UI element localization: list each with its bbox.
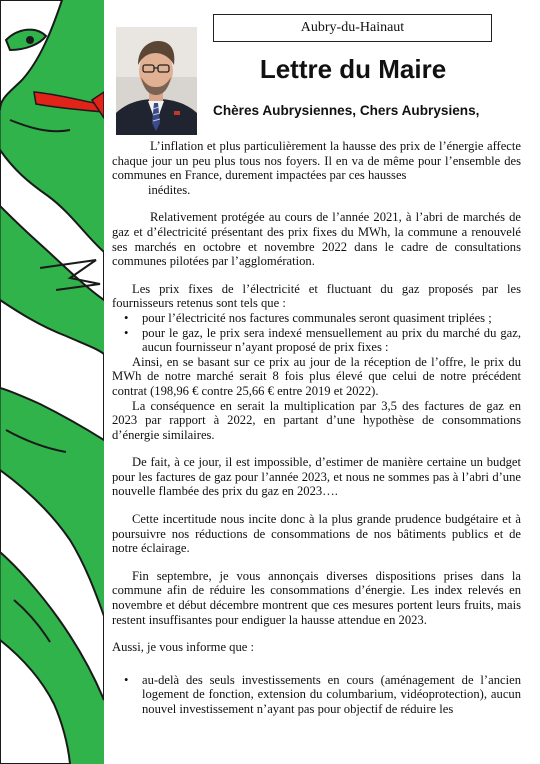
paragraph-de-fait: De fait, à ce jour, il est impossible, d’estimer de manière certaine un budget pour les factures de gaz pour l’année 2023, et nous ne sommes pas à l’abri d’une nouvelle flambée des prix du gaz en 2023….: [112, 455, 521, 499]
list-mesures: [112, 673, 521, 717]
paragraph-aussi: Aussi, je vous informe que :: [112, 640, 255, 655]
paragraph-septembre: Fin septembre, je vous annonçais diverses dispositions prises dans la commune afin de réduire les consommations d’énergie. Les index relevés en novembre et début décembre montrent que ces mesures portent leurs fruits, mais restent insuffisantes pour endiguer la hausse attendue en 2023.: [112, 568, 521, 627]
letter-body: [112, 139, 521, 717]
page-title: Lettre du Maire: [259, 54, 447, 84]
paragraph-protection: Relativement protégée au cours de l’année 2021, à l’abri de marchés de gaz et d’électricité présentant des prix fixes du MWh, la commune a renouvelé ses marchés en octobre et novembre 2022 dans le cadre de consultations communes pilotées par l’agglomération.: [112, 210, 521, 269]
salutation: Chères Aubrysiennes, Chers Aubrysiens,: [213, 103, 480, 118]
list-item: • pour le gaz, le prix sera indexé mensuellement au prix du marché du gaz, aucun fournisseur n’ayant proposé de prix fixes :: [112, 326, 521, 355]
paragraph-ainsi: Ainsi, en se basant sur ce prix au jour de la réception de l’offre, le prix du MWh de notre marché serait 8 fois plus élevé que celui de notre précédent contrat (198,96 € contre 25,66 € entre 2019 et 2022).: [112, 354, 521, 398]
paragraph-inflation: L’inflation et plus particulièrement la hausse des prix de l’énergie affecte chaque jour un peu plus tous nos foyers. Il en va de même pour l’ensemble des communes en France, durement impactées par ces hausses: [112, 139, 521, 183]
list-item: • pour l’électricité nos factures communales seront quasiment triplées ;: [112, 311, 521, 326]
commune-name: Aubry-du-Hainaut: [300, 20, 405, 35]
paragraph-prix-fixes: Les prix fixes de l’électricité et fluctuant du gaz proposés par les fournisseurs retenus sont tels que :: [112, 281, 521, 311]
commune-name-box: [213, 14, 492, 42]
mayor-portrait-icon: [116, 27, 197, 135]
coat-of-arms-icon: [0, 0, 104, 764]
list-item: • au-delà des seuls investissements en cours (aménagement de l’ancien logement de fonction, extension du columbarium, vidéoprotection), aucun nouvel investissement n’ayant pas pour objectif de réduire les: [112, 673, 521, 717]
paragraph-incertitude: Cette incertitude nous incite donc à la plus grande prudence budgétaire et à poursuivre nos réductions de consommations de nos bâtiments publics et de notre éclairage.: [112, 512, 521, 556]
paragraph-inflation-end: inédites.: [148, 182, 191, 197]
list-energie: [112, 311, 521, 355]
paragraph-consequence: La conséquence en serait la multiplication par 3,5 des factures de gaz en 2023 par rapport à 2022, en partant d’une hypothèse de consommations d’énergie similaires.: [112, 398, 521, 442]
